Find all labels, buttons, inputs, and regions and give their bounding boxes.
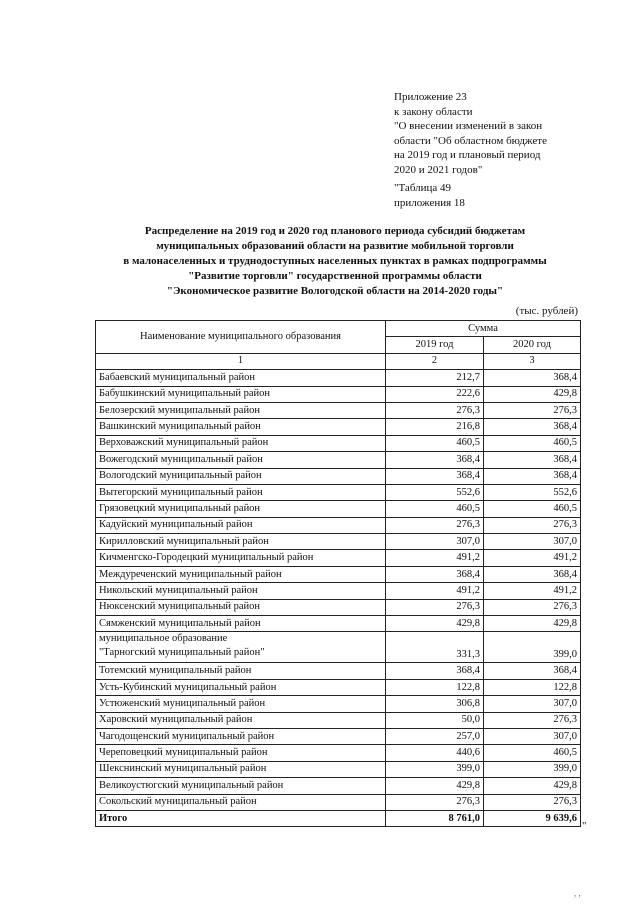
value-2019: 276,3	[386, 517, 484, 533]
table-row	[96, 468, 581, 484]
value-2020: 460,5	[484, 435, 581, 451]
header-2019: 2019 год	[386, 337, 484, 353]
value-2019: 276,3	[386, 402, 484, 418]
value-2019: 399,0	[386, 761, 484, 777]
row-name: Сокольский муниципальный район	[96, 794, 386, 810]
value-2019: 429,8	[386, 778, 484, 794]
title-line: в малонаселенных и труднодоступных населенных пунктах в рамках подпрограммы	[123, 255, 547, 267]
value-2019: 491,2	[386, 550, 484, 566]
value-2019: 368,4	[386, 663, 484, 679]
header-name: Наименование муниципального образования	[96, 321, 386, 354]
row-name: Чагодощенский муниципальный район	[96, 728, 386, 744]
table-row	[96, 616, 581, 632]
scan-mark: , ,	[574, 888, 581, 898]
value-2020: 368,4	[484, 468, 581, 484]
table-row	[96, 583, 581, 599]
value-2020: 429,8	[484, 386, 581, 402]
value-2020: 399,0	[484, 761, 581, 777]
row-name-line: муниципальное образование	[99, 633, 228, 645]
table-row	[96, 534, 581, 550]
row-name: Междуреченский муниципальный район	[96, 566, 386, 582]
table-row	[96, 566, 581, 582]
table-row	[96, 679, 581, 695]
row-name: Вытегорский муниципальный район	[96, 484, 386, 500]
unit-label: (тыс. рублей)	[515, 305, 578, 317]
value-2019: 460,5	[386, 501, 484, 517]
value-2019: 257,0	[386, 728, 484, 744]
appendix-line: "О внесении изменений в закон	[394, 120, 543, 132]
value-2019: 440,6	[386, 745, 484, 761]
row-name: Никольский муниципальный район	[96, 583, 386, 599]
header-sum: Сумма	[386, 321, 581, 337]
table-row	[96, 632, 581, 663]
table-row	[96, 712, 581, 728]
row-name: Белозерский муниципальный район	[96, 402, 386, 418]
appendix-line: к закону области	[394, 105, 473, 118]
row-name: Грязовецкий муниципальный район	[96, 501, 386, 517]
row-name: Вологодский муниципальный район	[96, 468, 386, 484]
row-name: Бабушкинский муниципальный район	[96, 386, 386, 402]
value-2019: 50,0	[386, 712, 484, 728]
table-row	[96, 370, 581, 386]
row-name	[96, 632, 386, 663]
value-2019: 122,8	[386, 679, 484, 695]
value-2019: 216,8	[386, 419, 484, 435]
table-row	[96, 402, 581, 418]
appendix-line: на 2019 год и плановый период	[394, 149, 541, 161]
row-name: Харовский муниципальный район	[96, 712, 386, 728]
value-2020: 276,3	[484, 402, 581, 418]
value-2019: 460,5	[386, 435, 484, 451]
document-title	[80, 224, 590, 299]
row-name: Усть-Кубинский муниципальный район	[96, 679, 386, 695]
value-2020: 368,4	[484, 663, 581, 679]
table-row	[96, 728, 581, 744]
value-2019: 276,3	[386, 794, 484, 810]
table-row	[96, 778, 581, 794]
value-2019: 212,7	[386, 370, 484, 386]
value-2020: 368,4	[484, 566, 581, 582]
row-name: Сямженский муниципальный район	[96, 616, 386, 632]
value-2020: 368,4	[484, 419, 581, 435]
value-2019: 552,6	[386, 484, 484, 500]
row-name: Тотемский муниципальный район	[96, 663, 386, 679]
table-ref-line: "Таблица 49	[394, 182, 452, 194]
row-name: Кадуйский муниципальный район	[96, 517, 386, 533]
row-name: Устюженский муниципальный район	[96, 696, 386, 712]
title-line: "Развитие торговли" государственной программы области	[188, 270, 482, 282]
table-row	[96, 794, 581, 810]
value-2020: 552,6	[484, 484, 581, 500]
value-2020: 429,8	[484, 616, 581, 632]
table-row	[96, 663, 581, 679]
value-2020: 122,8	[484, 679, 581, 695]
table-row	[96, 517, 581, 533]
total-row	[96, 810, 581, 826]
row-name: Шекснинский муниципальный район	[96, 761, 386, 777]
title-line: Распределение на 2019 год и 2020 год планового периода субсидий бюджетам	[144, 225, 526, 237]
value-2019: 368,4	[386, 452, 484, 468]
value-2019: 368,4	[386, 566, 484, 582]
appendix-block	[394, 90, 614, 210]
value-2019: 491,2	[386, 583, 484, 599]
table-ref-line: приложения 18	[394, 196, 465, 209]
table-row	[96, 386, 581, 402]
total-2020: 9 639,6	[484, 810, 581, 826]
value-2020: 276,3	[484, 712, 581, 728]
table-row	[96, 452, 581, 468]
appendix-line: Приложение 23	[394, 91, 467, 103]
table-row	[96, 419, 581, 435]
value-2020: 460,5	[484, 501, 581, 517]
value-2019: 307,0	[386, 534, 484, 550]
value-2020: 460,5	[484, 745, 581, 761]
row-name: Вашкинский муниципальный район	[96, 419, 386, 435]
value-2019: 429,8	[386, 616, 484, 632]
row-name: Верховажский муниципальный район	[96, 435, 386, 451]
value-2019: 368,4	[386, 468, 484, 484]
value-2019: 222,6	[386, 386, 484, 402]
row-name: Череповецкий муниципальный район	[96, 745, 386, 761]
appendix-line: 2020 и 2021 годов"	[394, 163, 483, 176]
row-name: Великоустюгский муниципальный район	[96, 778, 386, 794]
table-row	[96, 761, 581, 777]
table-row	[96, 501, 581, 517]
value-2019: 276,3	[386, 599, 484, 615]
value-2020: 399,0	[484, 632, 581, 663]
table-row	[96, 484, 581, 500]
row-name: Кичменгско-Городецкий муниципальный район	[96, 550, 386, 566]
title-line: муниципальных образований области на развитие мобильной торговли	[156, 240, 514, 252]
column-number: 3	[484, 353, 581, 369]
subsidy-table	[95, 320, 581, 827]
value-2020: 307,0	[484, 534, 581, 550]
total-label: Итого	[96, 810, 386, 826]
column-number: 2	[386, 353, 484, 369]
value-2020: 276,3	[484, 599, 581, 615]
total-2019: 8 761,0	[386, 810, 484, 826]
value-2020: 276,3	[484, 517, 581, 533]
table-row	[96, 696, 581, 712]
value-2020: 307,0	[484, 728, 581, 744]
table-row	[96, 550, 581, 566]
value-2020: 429,8	[484, 778, 581, 794]
table-row	[96, 599, 581, 615]
value-2020: 368,4	[484, 452, 581, 468]
title-line: "Экономическое развитие Вологодской области на 2014-2020 годы"	[166, 285, 504, 297]
row-name-line: "Тарногский муниципальный район"	[99, 647, 265, 659]
table-row	[96, 745, 581, 761]
row-name: Бабаевский муниципальный район	[96, 370, 386, 386]
row-name: Нюксенский муниципальный район	[96, 599, 386, 615]
column-number: 1	[96, 353, 386, 369]
row-name: Вожегодский муниципальный район	[96, 452, 386, 468]
table-row	[96, 435, 581, 451]
header-2020: 2020 год	[484, 337, 581, 353]
closing-quote: "	[582, 820, 587, 832]
value-2020: 491,2	[484, 550, 581, 566]
appendix-line: области "Об областном бюджете	[394, 134, 547, 147]
value-2019: 331,3	[386, 632, 484, 663]
value-2020: 491,2	[484, 583, 581, 599]
value-2019: 306,8	[386, 696, 484, 712]
value-2020: 368,4	[484, 370, 581, 386]
value-2020: 276,3	[484, 794, 581, 810]
row-name: Кирилловский муниципальный район	[96, 534, 386, 550]
value-2020: 307,0	[484, 696, 581, 712]
